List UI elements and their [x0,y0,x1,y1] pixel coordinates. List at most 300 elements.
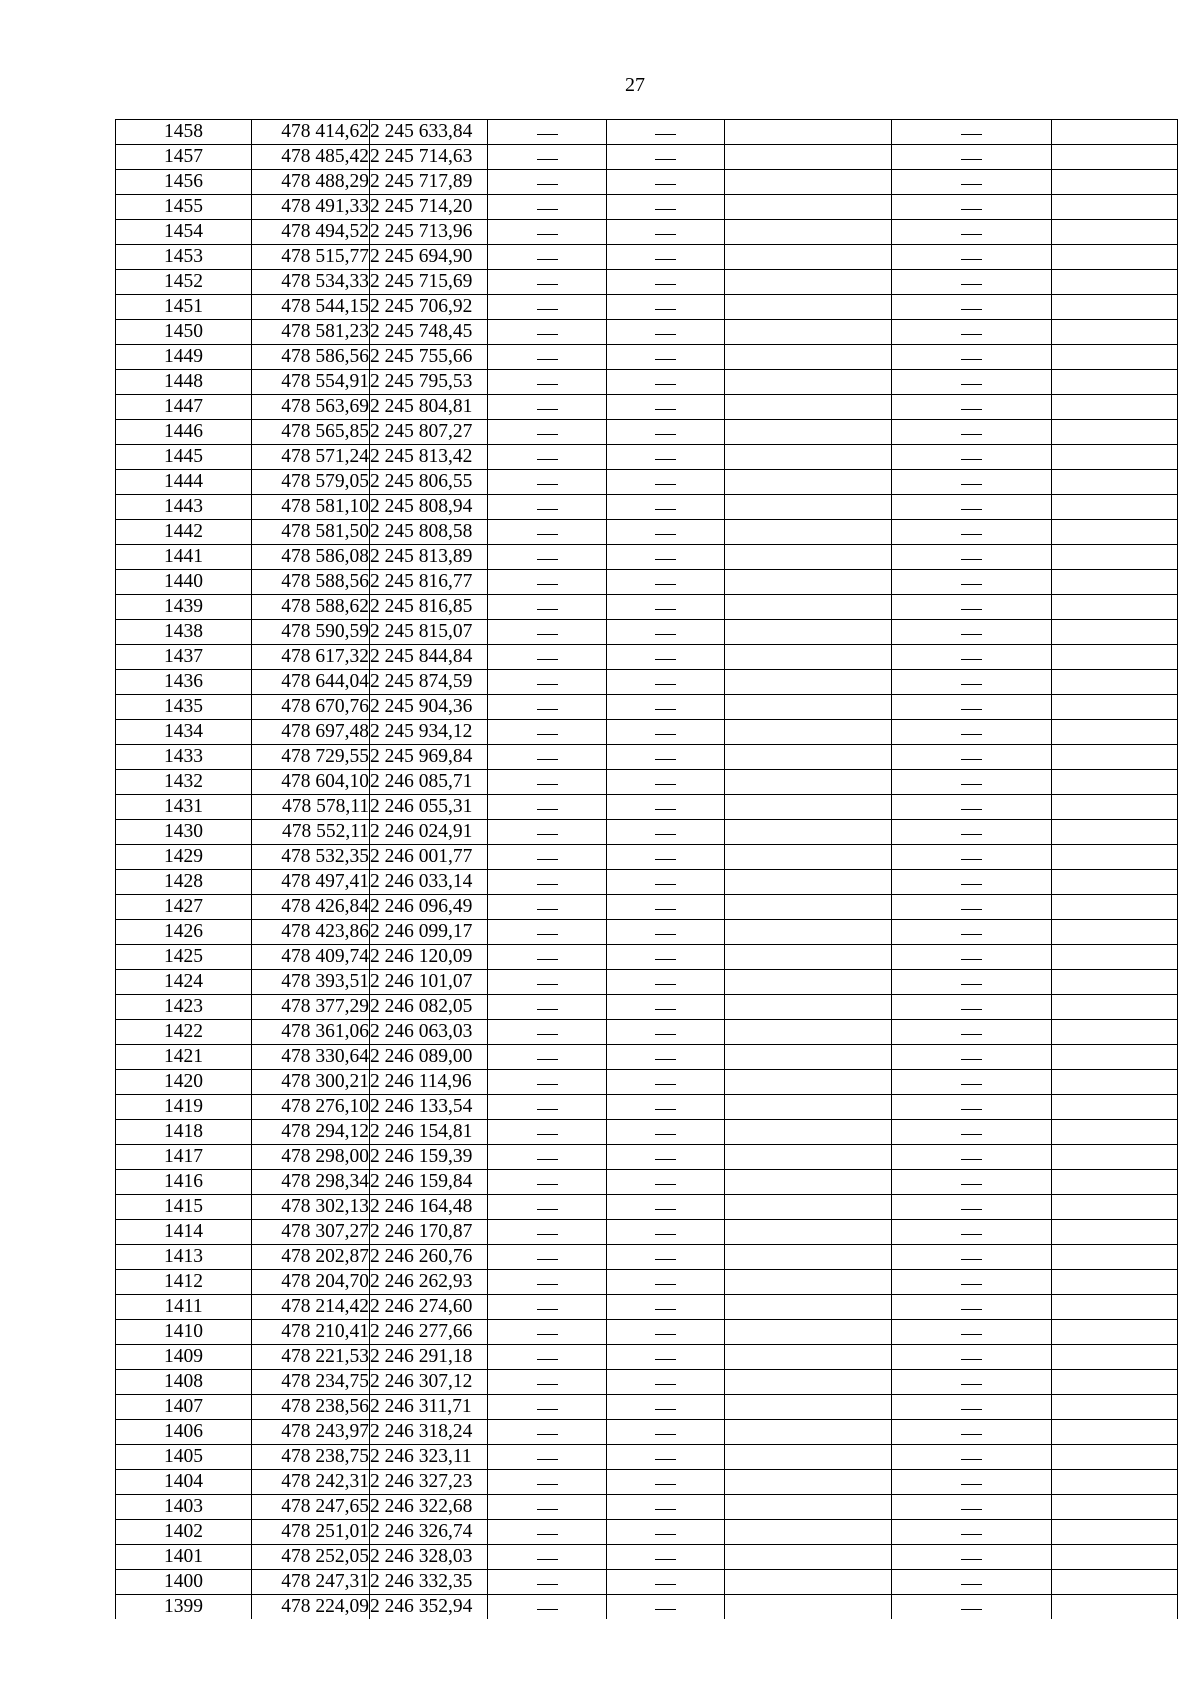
x-coordinate-cell: 478 617,32 [252,645,370,670]
x-coordinate-cell: 478 298,34 [252,1170,370,1195]
table-row [116,945,1178,970]
y-coordinate-cell: 2 245 934,12 [370,720,488,745]
y-coordinate-cell: 2 246 001,77 [370,845,488,870]
dash-cell [607,1295,725,1320]
point-number-cell: 1453 [116,245,252,270]
dash-mark [655,1259,676,1260]
dash-cell [892,1570,1052,1595]
empty-cell [725,845,892,870]
dash-mark [655,534,676,535]
dash-cell [607,570,725,595]
dash-mark [655,334,676,335]
y-coordinate-cell: 2 246 101,07 [370,970,488,995]
dash-mark [961,959,982,960]
empty-cell [1052,645,1178,670]
x-coordinate-cell: 478 604,10 [252,770,370,795]
y-coordinate-cell: 2 245 795,53 [370,370,488,395]
dash-cell [892,520,1052,545]
x-coordinate-cell: 478 581,10 [252,495,370,520]
point-number-cell: 1412 [116,1270,252,1295]
empty-cell [725,870,892,895]
point-number-cell: 1416 [116,1170,252,1195]
x-coordinate-cell: 478 588,56 [252,570,370,595]
dash-cell [892,1445,1052,1470]
dash-mark [655,1309,676,1310]
dash-mark [537,1259,558,1260]
point-number-cell: 1447 [116,395,252,420]
dash-cell [488,1395,607,1420]
empty-cell [1052,570,1178,595]
dash-mark [537,1409,558,1410]
point-number-cell: 1443 [116,495,252,520]
dash-mark [655,1409,676,1410]
x-coordinate-cell: 478 221,53 [252,1345,370,1370]
dash-cell [607,295,725,320]
empty-cell [1052,1045,1178,1070]
dash-mark [537,959,558,960]
empty-cell [725,1445,892,1470]
dash-mark [961,709,982,710]
dash-mark [537,1434,558,1435]
y-coordinate-cell: 2 245 813,89 [370,545,488,570]
table-row [116,1170,1178,1195]
empty-cell [725,620,892,645]
empty-cell [725,1420,892,1445]
dash-mark [655,1084,676,1085]
point-number-cell: 1423 [116,995,252,1020]
table-row [116,245,1178,270]
dash-cell [607,970,725,995]
empty-cell [1052,395,1178,420]
empty-cell [725,995,892,1020]
dash-cell [488,670,607,695]
dash-mark [655,1109,676,1110]
dash-cell [607,1445,725,1470]
dash-cell [892,1170,1052,1195]
dash-mark [655,634,676,635]
dash-mark [655,1134,676,1135]
dash-mark [961,1434,982,1435]
dash-mark [655,1234,676,1235]
dash-cell [488,870,607,895]
point-number-cell: 1452 [116,270,252,295]
table-row [116,220,1178,245]
table-row [116,595,1178,620]
y-coordinate-cell: 2 245 806,55 [370,470,488,495]
empty-cell [725,795,892,820]
y-coordinate-cell: 2 245 815,07 [370,620,488,645]
dash-mark [655,1509,676,1510]
dash-mark [961,434,982,435]
x-coordinate-cell: 478 409,74 [252,945,370,970]
empty-cell [1052,470,1178,495]
y-coordinate-cell: 2 245 816,85 [370,595,488,620]
point-number-cell: 1450 [116,320,252,345]
dash-mark [655,1284,676,1285]
y-coordinate-cell: 2 245 807,27 [370,420,488,445]
dash-mark [961,1059,982,1060]
x-coordinate-cell: 478 202,87 [252,1245,370,1270]
dash-mark [655,1159,676,1160]
dash-mark [655,909,676,910]
dash-mark [537,309,558,310]
dash-mark [537,609,558,610]
empty-cell [1052,345,1178,370]
dash-mark [961,509,982,510]
empty-cell [1052,1020,1178,1045]
empty-cell [1052,720,1178,745]
empty-cell [1052,1245,1178,1270]
dash-cell [488,745,607,770]
y-coordinate-cell: 2 245 715,69 [370,270,488,295]
empty-cell [1052,845,1178,870]
point-number-cell: 1430 [116,820,252,845]
point-number-cell: 1435 [116,695,252,720]
empty-cell [1052,370,1178,395]
dash-mark [655,1434,676,1435]
dash-mark [537,1459,558,1460]
empty-cell [1052,545,1178,570]
y-coordinate-cell: 2 246 063,03 [370,1020,488,1045]
dash-mark [537,334,558,335]
dash-mark [961,409,982,410]
dash-cell [607,245,725,270]
empty-cell [1052,1420,1178,1445]
dash-mark [537,584,558,585]
dash-cell [488,1245,607,1270]
table-row [116,570,1178,595]
dash-cell [607,1420,725,1445]
y-coordinate-cell: 2 245 714,20 [370,195,488,220]
dash-cell [607,1320,725,1345]
dash-mark [655,1334,676,1335]
empty-cell [1052,220,1178,245]
y-coordinate-cell: 2 245 755,66 [370,345,488,370]
x-coordinate-cell: 478 590,59 [252,620,370,645]
dash-cell [607,1395,725,1420]
dash-mark [537,1509,558,1510]
table-row [116,695,1178,720]
empty-cell [1052,820,1178,845]
dash-mark [537,1309,558,1310]
point-number-cell: 1432 [116,770,252,795]
dash-cell [488,970,607,995]
dash-cell [607,920,725,945]
dash-cell [892,1070,1052,1095]
dash-cell [607,1345,725,1370]
dash-cell [488,520,607,545]
dash-cell [607,870,725,895]
empty-cell [1052,420,1178,445]
empty-cell [725,1120,892,1145]
empty-cell [725,1045,892,1070]
point-number-cell: 1455 [116,195,252,220]
empty-cell [725,645,892,670]
dash-cell [488,845,607,870]
dash-mark [961,659,982,660]
x-coordinate-cell: 478 494,52 [252,220,370,245]
x-coordinate-cell: 478 552,11 [252,820,370,845]
x-coordinate-cell: 478 393,51 [252,970,370,995]
empty-cell [725,545,892,570]
empty-cell [725,1545,892,1570]
dash-mark [537,1584,558,1585]
dash-cell [607,1070,725,1095]
dash-mark [655,1359,676,1360]
x-coordinate-cell: 478 247,31 [252,1570,370,1595]
empty-cell [1052,1295,1178,1320]
y-coordinate-cell: 2 246 033,14 [370,870,488,895]
dash-cell [488,1170,607,1195]
x-coordinate-cell: 478 571,24 [252,445,370,470]
dash-cell [607,745,725,770]
dash-mark [655,434,676,435]
dash-cell [892,245,1052,270]
dash-mark [537,559,558,560]
dash-cell [488,1095,607,1120]
empty-cell [725,220,892,245]
table-row [116,795,1178,820]
dash-cell [892,145,1052,170]
dash-cell [488,195,607,220]
empty-cell [725,520,892,545]
dash-mark [961,1409,982,1410]
dash-mark [655,184,676,185]
y-coordinate-cell: 2 246 085,71 [370,770,488,795]
y-coordinate-cell: 2 246 114,96 [370,1070,488,1095]
dash-mark [537,784,558,785]
dash-mark [537,859,558,860]
dash-cell [892,1495,1052,1520]
dash-mark [961,934,982,935]
dash-cell [892,495,1052,520]
point-number-cell: 1400 [116,1570,252,1595]
dash-cell [488,120,607,145]
dash-cell [488,445,607,470]
empty-cell [1052,670,1178,695]
dash-cell [892,570,1052,595]
dash-cell [607,995,725,1020]
dash-cell [892,595,1052,620]
dash-cell [488,770,607,795]
empty-cell [1052,1320,1178,1345]
point-number-cell: 1403 [116,1495,252,1520]
table-row [116,1220,1178,1245]
dash-mark [537,1184,558,1185]
dash-mark [537,1109,558,1110]
table-row [116,845,1178,870]
empty-cell [725,195,892,220]
x-coordinate-cell: 478 581,50 [252,520,370,545]
table-row [116,295,1178,320]
dash-mark [961,1509,982,1510]
dash-mark [655,584,676,585]
y-coordinate-cell: 2 245 808,94 [370,495,488,520]
empty-cell [725,770,892,795]
table-row [116,770,1178,795]
dash-mark [961,1334,982,1335]
dash-mark [961,259,982,260]
dash-cell [488,620,607,645]
dash-cell [607,945,725,970]
dash-mark [537,1234,558,1235]
dash-mark [655,834,676,835]
coordinates-table [115,119,1178,1619]
empty-cell [725,445,892,470]
dash-cell [488,395,607,420]
dash-mark [961,1184,982,1185]
empty-cell [725,1070,892,1095]
empty-cell [1052,1070,1178,1095]
dash-cell [488,1570,607,1595]
empty-cell [725,1370,892,1395]
dash-cell [892,120,1052,145]
dash-mark [655,359,676,360]
x-coordinate-cell: 478 426,84 [252,895,370,920]
point-number-cell: 1451 [116,295,252,320]
table-row [116,520,1178,545]
empty-cell [725,1145,892,1170]
dash-mark [655,134,676,135]
dash-cell [488,1295,607,1320]
x-coordinate-cell: 478 532,35 [252,845,370,870]
empty-cell [725,1320,892,1345]
empty-cell [1052,1095,1178,1120]
dash-cell [607,1520,725,1545]
x-coordinate-cell: 478 544,15 [252,295,370,320]
point-number-cell: 1431 [116,795,252,820]
dash-mark [537,1284,558,1285]
table-row [116,1370,1178,1395]
y-coordinate-cell: 2 246 055,31 [370,795,488,820]
dash-cell [607,520,725,545]
dash-mark [961,1159,982,1160]
x-coordinate-cell: 478 276,10 [252,1095,370,1120]
x-coordinate-cell: 478 491,33 [252,195,370,220]
table-row [116,1020,1178,1045]
dash-cell [488,1120,607,1145]
dash-cell [607,1245,725,1270]
table-row [116,545,1178,570]
x-coordinate-cell: 478 581,23 [252,320,370,345]
empty-cell [725,570,892,595]
x-coordinate-cell: 478 670,76 [252,695,370,720]
y-coordinate-cell: 2 245 813,42 [370,445,488,470]
empty-cell [725,270,892,295]
table-row [116,820,1178,845]
empty-cell [1052,1495,1178,1520]
y-coordinate-cell: 2 246 332,35 [370,1570,488,1595]
dash-mark [655,784,676,785]
point-number-cell: 1433 [116,745,252,770]
dash-cell [488,595,607,620]
y-coordinate-cell: 2 246 328,03 [370,1545,488,1570]
table-row [116,1070,1178,1095]
dash-cell [607,395,725,420]
dash-mark [537,1484,558,1485]
table-row [116,1295,1178,1320]
dash-cell [488,370,607,395]
table-row [116,1470,1178,1495]
x-coordinate-cell: 478 515,77 [252,245,370,270]
empty-cell [1052,1570,1178,1595]
dash-cell [892,1145,1052,1170]
dash-cell [607,1470,725,1495]
dash-mark [961,1259,982,1260]
empty-cell [1052,970,1178,995]
x-coordinate-cell: 478 563,69 [252,395,370,420]
dash-cell [892,170,1052,195]
dash-cell [488,1195,607,1220]
dash-cell [607,795,725,820]
dash-cell [607,1220,725,1245]
x-coordinate-cell: 478 243,97 [252,1420,370,1445]
y-coordinate-cell: 2 246 311,71 [370,1395,488,1420]
dash-cell [488,645,607,670]
table-row [116,1120,1178,1145]
x-coordinate-cell: 478 586,08 [252,545,370,570]
dash-cell [607,170,725,195]
table-row [116,170,1178,195]
empty-cell [725,470,892,495]
dash-mark [961,359,982,360]
dash-cell [488,220,607,245]
dash-mark [537,534,558,535]
dash-mark [655,384,676,385]
dash-cell [607,695,725,720]
dash-cell [488,1470,607,1495]
point-number-cell: 1399 [116,1595,252,1620]
dash-mark [537,434,558,435]
dash-cell [488,495,607,520]
dash-cell [607,270,725,295]
empty-cell [1052,945,1178,970]
dash-mark [537,1559,558,1560]
point-number-cell: 1437 [116,645,252,670]
x-coordinate-cell: 478 204,70 [252,1270,370,1295]
empty-cell [725,720,892,745]
table-row [116,970,1178,995]
x-coordinate-cell: 478 729,55 [252,745,370,770]
dash-cell [892,545,1052,570]
dash-cell [488,1370,607,1395]
dash-cell [892,1220,1052,1245]
empty-cell [1052,1345,1178,1370]
empty-cell [725,895,892,920]
dash-cell [892,470,1052,495]
dash-mark [537,209,558,210]
y-coordinate-cell: 2 245 717,89 [370,170,488,195]
x-coordinate-cell: 478 238,75 [252,1445,370,1470]
dash-mark [961,234,982,235]
dash-cell [607,895,725,920]
dash-cell [607,1495,725,1520]
table-row [116,670,1178,695]
dash-cell [892,1320,1052,1345]
y-coordinate-cell: 2 246 120,09 [370,945,488,970]
dash-mark [537,409,558,410]
empty-cell [725,1520,892,1545]
dash-cell [892,1045,1052,1070]
point-number-cell: 1436 [116,670,252,695]
empty-cell [1052,295,1178,320]
y-coordinate-cell: 2 246 164,48 [370,1195,488,1220]
point-number-cell: 1408 [116,1370,252,1395]
empty-cell [725,395,892,420]
table-row [116,1395,1178,1420]
dash-cell [892,795,1052,820]
dash-mark [961,1484,982,1485]
